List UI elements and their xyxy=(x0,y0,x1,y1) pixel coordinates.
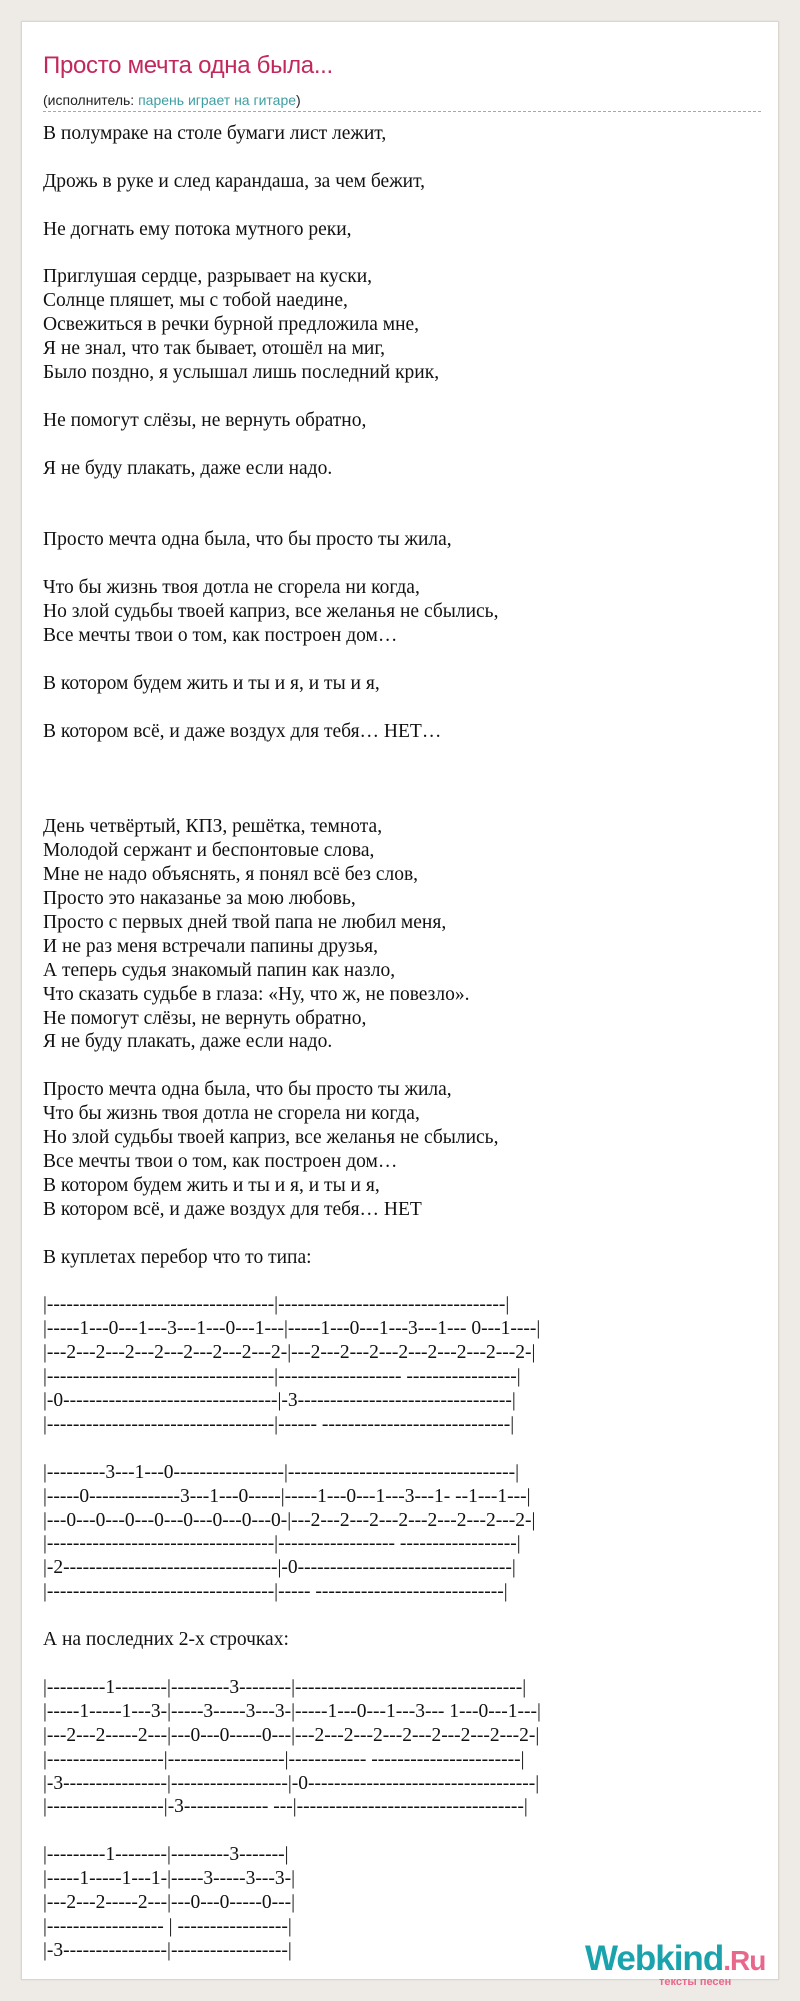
song-title: Просто мечта одна была... xyxy=(43,52,333,79)
artist-link[interactable]: парень играет на гитаре xyxy=(138,92,297,108)
logo-tagline: тексты песен xyxy=(659,1976,732,1988)
header-divider xyxy=(43,111,761,112)
logo-tld: .Ru xyxy=(723,1945,766,1976)
artist-prefix: (исполнитель: xyxy=(43,92,139,108)
webkind-logo[interactable] xyxy=(585,1939,795,1987)
song-card xyxy=(21,21,779,1988)
logo-brand: Webkind.Ru xyxy=(585,1939,766,1978)
song-lyrics: В полумраке на столе бумаги лист лежит, Дрожь в руке и след карандаша, за чем бежит, Не догнать ему потока мутного реки, Приглушая сердце, разрывает на куски, Солнце пляшет, мы с тобой наедине, Освежиться в речки бурной предложила мне, Я не знал, что так бывает, отошёл на миг, Было поздно, я услышал лишь последний крик, Не помогут слёзы, не вернуть обратно, Я не буду плакать, даже если надо. Просто мечта одна была, что бы просто ты жила, Что бы жизнь твоя дотла не сгорела ни когда, Но злой судьбы твоей каприз, все желанья не сбылись, Все мечты твои о том, как построен дом… В котором будем жить и ты и я, и ты и я, В котором всё, и даже воздух для тебя… НЕТ… День четвёртый, КПЗ, решётка, темнота, Молодой сержант и беспонтовые слова, Мне не надо объяснять, я понял всё без слов, Просто это наказанье за мою любовь, Просто с первых дней твой папа не любил меня, И не раз меня встречали папины друзья, А теперь судья знакомый папин как назло, Что сказать судьбе в глаза: «Ну, что ж, не повезло». Не помогут слёзы, не вернуть обратно, Я не буду плакать, даже если надо. Просто мечта одна была, что бы просто ты жила, Что бы жизнь твоя дотла не сгорела ни когда, Но злой судьбы твоей каприз, все желанья не сбылись, Все мечты твои о том, как построен дом… В котором будем жить и ты и я, и ты и я, В котором всё, и даже воздух для тебя… НЕТ В куплетах перебор что то типа: |-----------------------------------|-----------------------------------| |-----1---0---1---3---1---0---1---|-----1---0---1---3---1--- 0---1----| |---2---2---2---2---2---2---2---2-|---2---2---2---2---2---2---2---2-| |-----------------------------------|------------------- -----------------| |-0---------------------------------|-3---------------------------------| |-----------------------------------|------ -----------------------------| |---------3---1---0-----------------|-----------------------------------| |-----0--------------3---1---0-----|-----1---0---1---3---1- --1---1---| |---0---0---0---0---0---0---0---0-|---2---2---2---2---2---2---2---2-| |-----------------------------------|------------------ ------------------| |-2---------------------------------|-0---------------------------------| |-----------------------------------|----- -----------------------------| А на последних 2-х строчках: |---------1--------|---------3--------|-----------------------------------| |-----1-----1---3-|-----3-----3---3-|-----1---0---1---3--- 1---0---1---| |---2---2-----2---|---0---0-----0---|---2---2---2---2---2---2---2---2-| |------------------|------------------|------------ -----------------------| |-3----------------|------------------|-0-----------------------------------| |------------------|-3------------- ---|-----------------------------------| |---------1--------|---------3-------| |-----1-----1---1-|-----3-----3---3-| |---2---2-----2---|---0---0-----0---| |------------------ | -----------------| |-3----------------|------------------| xyxy=(43,123,541,1961)
artist-suffix: ) xyxy=(296,92,301,108)
artist-line xyxy=(43,92,301,108)
